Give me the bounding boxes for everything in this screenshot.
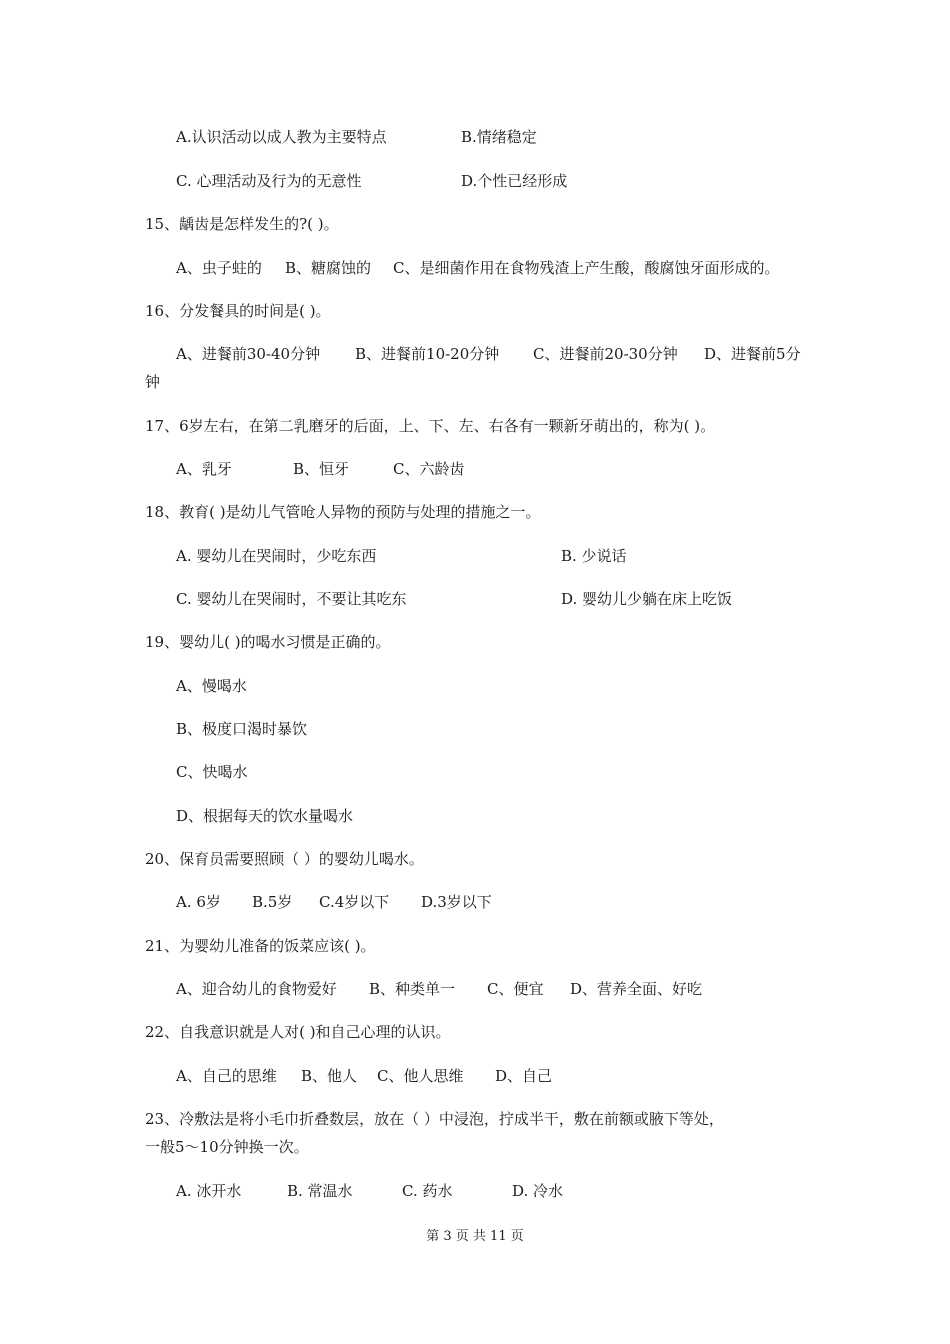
option-23-a: A. 冰开水	[176, 1182, 242, 1200]
option-22-b: B、他人	[301, 1067, 358, 1085]
option-22-a: A、自己的思维	[176, 1067, 277, 1085]
option-18-a: A. 婴幼儿在哭闹时，少吃东西	[176, 547, 377, 565]
option-18-d: D. 婴幼儿少躺在床上吃饭	[561, 590, 733, 608]
question-16-stem: 16、分发餐具的时间是( )。	[145, 302, 331, 320]
option-22-c: C、他人思维	[377, 1067, 464, 1085]
option-21-a: A、迎合幼儿的食物爱好	[176, 980, 337, 998]
question-21-stem: 21、为婴幼儿准备的饭菜应该( )。	[145, 937, 376, 955]
option-20-c: C.4岁以下	[319, 893, 390, 911]
question-15-stem: 15、龋齿是怎样发生的?( )。	[145, 215, 339, 233]
option-14-d: D.个性已经形成	[461, 172, 568, 190]
option-21-d: D、营养全面、好吃	[570, 980, 703, 998]
question-23-stem: 23、冷敷法是将小毛巾折叠数层，放在（ ）中浸泡，拧成半干，敷在前额或腋下等处，	[145, 1110, 724, 1128]
option-18-b: B. 少说话	[561, 547, 627, 565]
option-15-a: A、虫子蛀的	[176, 259, 262, 277]
option-21-c: C、便宜	[487, 980, 544, 998]
option-20-a: A. 6岁	[176, 893, 221, 911]
option-14-c: C. 心理活动及行为的无意性	[176, 172, 362, 190]
option-19-c: C、快喝水	[176, 763, 248, 781]
option-15-b: B、糖腐蚀的	[285, 259, 372, 277]
option-17-b: B、恒牙	[293, 460, 350, 478]
option-16-a: A、进餐前30-40分钟	[176, 345, 321, 363]
question-20-stem: 20、保育员需要照顾（ ）的婴幼儿喝水。	[145, 850, 424, 868]
option-16-d-continuation: 钟	[145, 373, 161, 391]
option-18-c: C. 婴幼儿在哭闹时，不要让其吃东	[176, 590, 407, 608]
option-14-a: A.认识活动以成人教为主要特点	[176, 128, 387, 146]
option-15-c: C、是细菌作用在食物残渣上产生酸，酸腐蚀牙面形成的。	[393, 259, 780, 277]
option-23-b: B. 常温水	[287, 1182, 353, 1200]
option-19-d: D、根据每天的饮水量喝水	[176, 807, 354, 825]
option-19-a: A、慢喝水	[176, 677, 247, 695]
question-22-stem: 22、自我意识就是人对( )和自己心理的认识。	[145, 1023, 451, 1041]
question-17-stem: 17、6岁左右，在第二乳磨牙的后面，上、下、左、右各有一颗新牙萌出的，称为( )。	[145, 417, 716, 435]
option-14-b: B.情绪稳定	[461, 128, 537, 146]
option-23-d: D. 冷水	[512, 1182, 564, 1200]
question-18-stem: 18、教育( )是幼儿气管呛人异物的预防与处理的措施之一。	[145, 503, 541, 521]
question-23-stem-continuation: 一般5～10分钟换一次。	[145, 1138, 309, 1156]
page-number-footer: 第 3 页 共 11 页	[426, 1229, 524, 1244]
option-23-c: C. 药水	[402, 1182, 453, 1200]
option-16-b: B、进餐前10-20分钟	[355, 345, 500, 363]
option-17-a: A、乳牙	[176, 460, 232, 478]
option-16-c: C、进餐前20-30分钟	[533, 345, 678, 363]
option-22-d: D、自己	[495, 1067, 553, 1085]
option-20-b: B.5岁	[252, 893, 293, 911]
option-19-b: B、极度口渴时暴饮	[176, 720, 308, 738]
option-20-d: D.3岁以下	[421, 893, 492, 911]
option-21-b: B、种类单一	[369, 980, 456, 998]
question-19-stem: 19、婴幼儿( )的喝水习惯是正确的。	[145, 633, 391, 651]
option-16-d: D、进餐前5分	[704, 345, 801, 363]
option-17-c: C、六龄齿	[393, 460, 465, 478]
